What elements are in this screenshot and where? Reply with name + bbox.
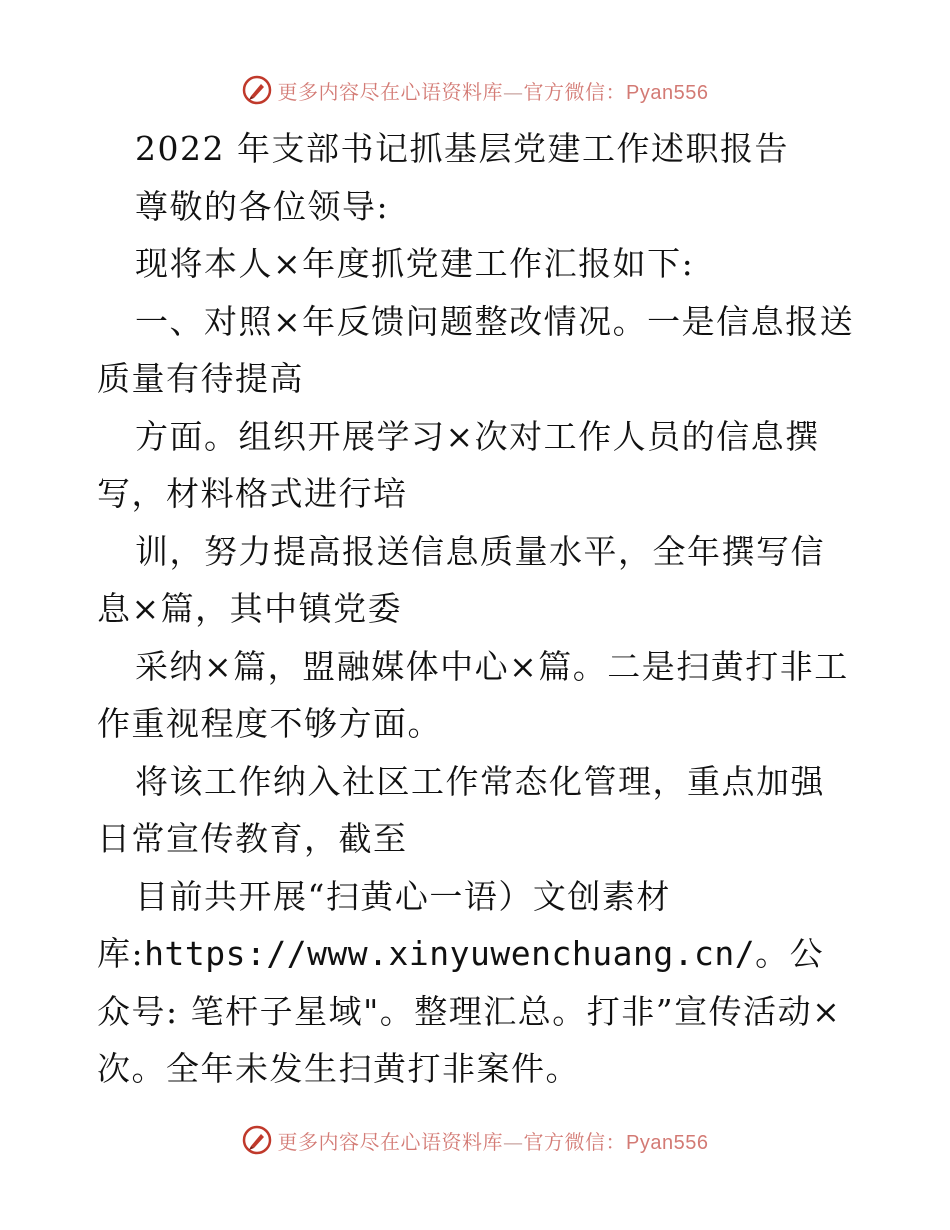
- paragraph-5: 将该工作纳入社区工作常态化管理，重点加强日常宣传教育，截至: [97, 761, 825, 858]
- pen-logo-icon: [242, 75, 272, 105]
- paragraph-6-end: 。公众号: 笔杆子星域"。整理汇总。打非”宣传活动×次。全年未发生扫黄打非案件。: [97, 934, 842, 1088]
- paragraph-6: [97, 868, 857, 1098]
- website-link[interactable]: https://www.xinyuwenchuang.cn/: [144, 934, 756, 973]
- paragraph-1: 一、对照×年反馈问题整改情况。一是信息报送质量有待提高: [97, 301, 855, 398]
- watermark-header: [0, 72, 950, 108]
- intro-paragraph: 现将本人×年度抓党建工作汇报如下:: [135, 244, 695, 283]
- watermark-footer: [0, 1122, 950, 1158]
- paragraph-4: 采纳×篇，盟融媒体中心×篇。二是扫黄打非工作重视程度不够方面。: [97, 646, 849, 743]
- pen-logo-icon: [242, 1125, 272, 1155]
- document-body: [97, 120, 857, 1098]
- paragraph-3: 训，努力提高报送信息质量水平，全年撰写信息×篇，其中镇党委: [97, 531, 825, 628]
- document-title: 2022 年支部书记抓基层党建工作述职报告: [135, 129, 789, 168]
- paragraph-2: 方面。组织开展学习×次对工作人员的信息撰写，材料格式进行培: [97, 416, 820, 513]
- greeting: 尊敬的各位领导:: [135, 186, 390, 226]
- watermark-text: 更多内容尽在心语资料库—官方微信：Pyan556: [277, 79, 709, 104]
- paragraph-6-start: 目前共开展“扫黄心一语）文创素材库:: [97, 876, 671, 973]
- watermark-text: 更多内容尽在心语资料库—官方微信：Pyan556: [277, 1129, 709, 1154]
